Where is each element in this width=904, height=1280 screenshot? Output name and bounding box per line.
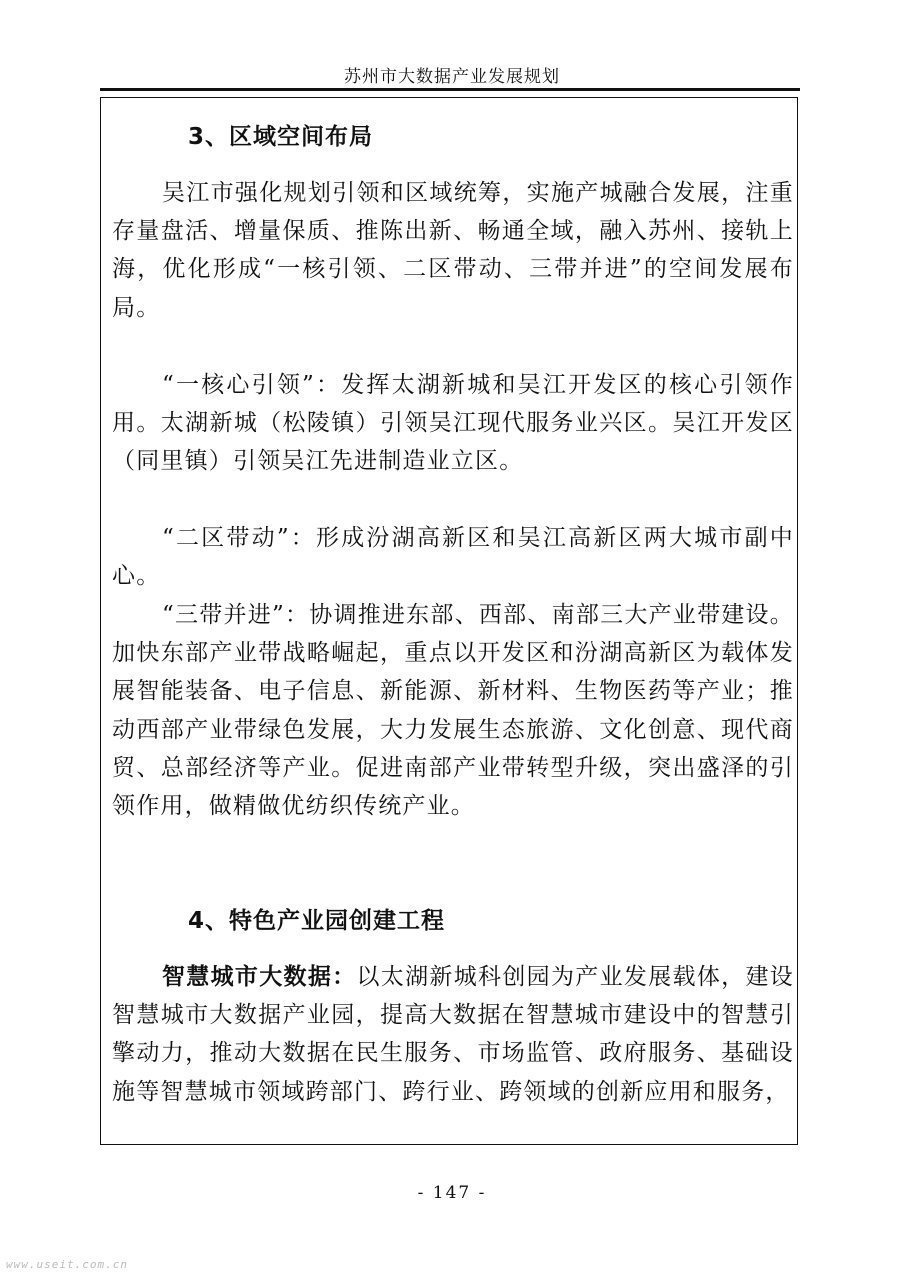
paragraph-layout-intro: 吴江市强化规划引领和区域统筹，实施产城融合发展，注重存量盘活、增量保质、推陈出新、畅通全域，融入苏州、接轨上海，优化形成“一核引领、二区带动、三带并进”的空间发展布局。 bbox=[112, 180, 794, 321]
paragraph-three-belts: “三带并进”：协调推进东部、西部、南部三大产业带建设。加快东部产业带战略崛起，重点以开发区和汾湖高新区为载体发展智能装备、电子信息、新能源、新材料、生物医药等产业；推动西部产业带绿色发展，大力发展生态旅游、文化创意、现代商贸、总部经济等产业。促进南部产业带转型升级，突出盛泽的引领作用，做精做优纺织传统产业。 bbox=[112, 602, 794, 820]
section-heading-4: 4、特色产业园创建工程 bbox=[188, 908, 446, 934]
page-number: - 147 - bbox=[417, 1183, 487, 1203]
paragraph-two-zones: “二区带动”：形成汾湖高新区和吴江高新区两大城市副中心。 bbox=[112, 525, 794, 590]
watermark: www.useit.com.cn bbox=[6, 1258, 128, 1271]
paragraph-one-core: “一核心引领”：发挥太湖新城和吴江开发区的核心引领作用。太湖新城（松陵镇）引领吴江现代服务业兴区。吴江开发区（同里镇）引领吴江先进制造业立区。 bbox=[112, 372, 794, 475]
paragraph-body: 以太湖新城科创园为产业发展载体，建设智慧城市大数据产业园，提高大数据在智慧城市建设中的智慧引擎动力，推动大数据在民生服务、市场监管、政府服务、基础设施等智慧城市领域跨部门、跨行业、跨领域的创新应用和服务， bbox=[112, 964, 794, 1105]
paragraph-lead-label: 智慧城市大数据： bbox=[162, 964, 357, 990]
page-header-title: 苏州市大数据产业发展规划 bbox=[344, 67, 560, 87]
paragraph-smart-city bbox=[112, 958, 794, 1111]
section-heading-3: 3、区域空间布局 bbox=[188, 124, 374, 150]
header-rule bbox=[100, 88, 800, 91]
